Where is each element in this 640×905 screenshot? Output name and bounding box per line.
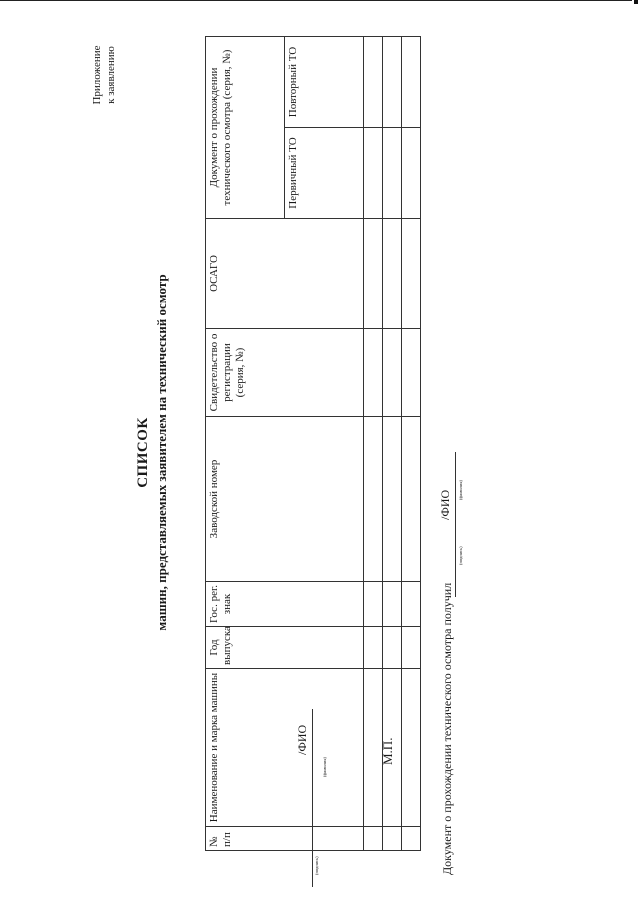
- table-cell[interactable]: [383, 128, 402, 219]
- appendix-line-2: к заявлению: [105, 46, 117, 104]
- appendix-line-1: Приложение: [91, 45, 103, 105]
- table-cell[interactable]: [383, 219, 402, 329]
- receipt-signature-caption: (подпись): [458, 546, 463, 565]
- header-year: Год выпуска: [206, 627, 364, 669]
- table-cell[interactable]: [383, 417, 402, 582]
- table-cell[interactable]: [383, 329, 402, 417]
- table-cell[interactable]: [402, 669, 421, 827]
- table-cell[interactable]: [402, 219, 421, 329]
- table-cell[interactable]: [402, 627, 421, 669]
- table-row: [402, 37, 421, 851]
- table-row: [364, 37, 383, 851]
- applicant-signature-line[interactable]: [312, 709, 313, 887]
- table-cell[interactable]: [383, 827, 402, 851]
- header-osago: ОСАГО: [206, 219, 364, 329]
- header-repeat-inspection: Повторный ТО: [285, 37, 364, 128]
- table-cell[interactable]: [402, 417, 421, 582]
- table-row: [383, 37, 402, 851]
- table-cell[interactable]: [402, 37, 421, 128]
- receipt-statement: Документ о прохождении технического осмотра получил: [440, 582, 454, 875]
- table-cell[interactable]: [364, 582, 383, 627]
- header-machine-name: Наименование и марка машины: [206, 669, 364, 827]
- header-plate: Гос. рег. знак: [206, 582, 364, 627]
- applicant-surname-caption: (фамилия): [322, 757, 327, 777]
- document-subtitle: машин, представляемых заявителем на технический осмотр: [154, 274, 169, 631]
- table-cell[interactable]: [364, 417, 383, 582]
- stamp-place-label: М.П.: [380, 737, 395, 765]
- table-cell[interactable]: [402, 128, 421, 219]
- header-no: № п/п: [206, 827, 364, 851]
- table-cell[interactable]: [383, 37, 402, 128]
- header-serial: Заводской номер: [206, 417, 364, 582]
- receipt-fio-label: /ФИО: [438, 489, 452, 520]
- receipt-surname-caption: (фамилия): [458, 480, 463, 500]
- table-cell[interactable]: [402, 582, 421, 627]
- receipt-signature-line[interactable]: [455, 452, 456, 597]
- applicant-signature-caption: (подпись): [314, 856, 319, 875]
- appendix-note: [90, 15, 118, 135]
- table-cell[interactable]: [383, 627, 402, 669]
- table-cell[interactable]: [402, 827, 421, 851]
- table-cell[interactable]: [364, 627, 383, 669]
- header-primary-inspection: Первичный ТО: [285, 128, 364, 219]
- applicant-fio-label: /ФИО: [295, 724, 309, 755]
- machines-table: [205, 36, 421, 851]
- table-cell[interactable]: [383, 582, 402, 627]
- table-cell[interactable]: [364, 329, 383, 417]
- document-title: СПИСОК: [135, 417, 151, 488]
- table-cell[interactable]: [402, 329, 421, 417]
- header-certificate: Свидетельство о регистрации (серия, №): [206, 329, 364, 417]
- table-cell[interactable]: [364, 128, 383, 219]
- header-inspection-doc: Документ о прохождении технического осмотра (серия, №): [206, 37, 285, 219]
- table-cell[interactable]: [364, 827, 383, 851]
- table-cell[interactable]: [364, 219, 383, 329]
- table-cell[interactable]: [364, 37, 383, 128]
